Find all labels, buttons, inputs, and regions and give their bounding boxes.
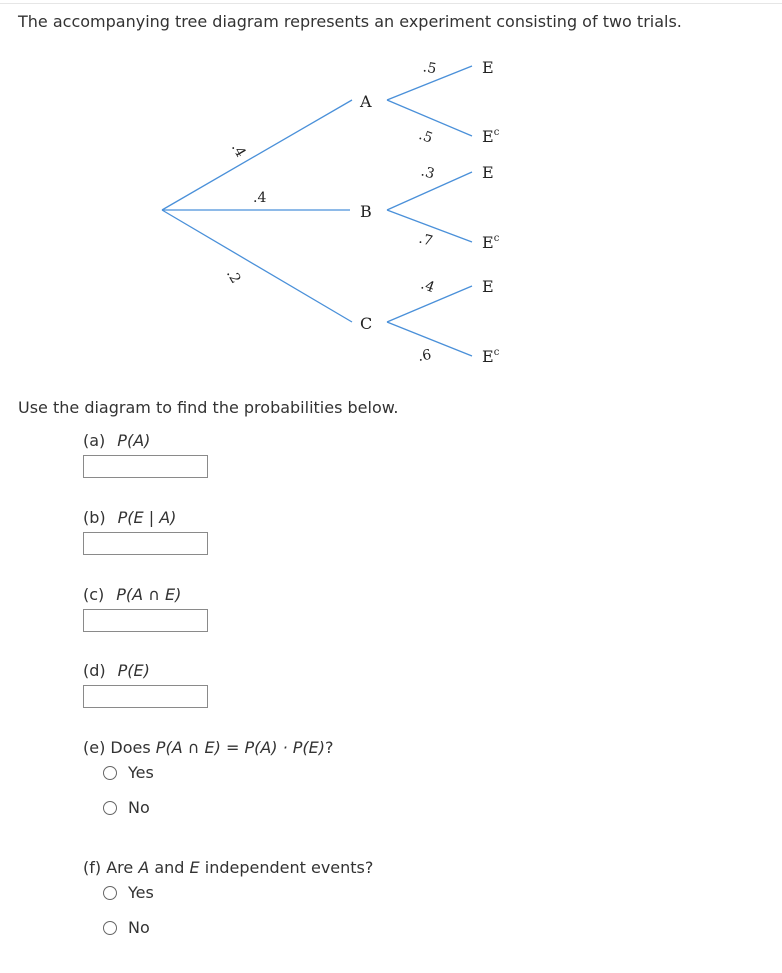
answer-c-input[interactable]	[83, 609, 208, 632]
outcome-c-e: E	[482, 277, 494, 296]
question-a-label	[83, 431, 150, 450]
question-d-number: (d)	[83, 661, 106, 680]
option-label: No	[128, 918, 150, 937]
question-c-expr: P(A ∩ E)	[116, 585, 182, 604]
prob-c-e: .4	[418, 276, 437, 297]
prob-root-c: .2	[223, 266, 244, 287]
option-label: No	[128, 798, 150, 817]
question-f-option-no[interactable]	[103, 918, 150, 937]
radio-f-no[interactable]	[103, 921, 117, 935]
prob-c-ec: .6	[416, 346, 433, 365]
question-b-expr: P(E | A)	[117, 508, 177, 527]
outcome-a-e: E	[482, 58, 494, 77]
prob-a-ec: .5	[416, 127, 435, 147]
question-d-label	[83, 661, 150, 680]
radio-f-yes[interactable]	[103, 886, 117, 900]
prob-b-e: .3	[419, 163, 437, 183]
top-divider	[0, 3, 782, 4]
question-f-label: (f) Are A and E independent events?	[83, 858, 374, 877]
question-b-number: (b)	[83, 508, 106, 527]
option-label: Yes	[128, 763, 154, 782]
question-a-number: (a)	[83, 431, 106, 450]
question-f-option-yes[interactable]	[103, 883, 154, 902]
answer-d-input[interactable]	[83, 685, 208, 708]
prob-root-a: .4	[228, 140, 249, 161]
instruction-text: Use the diagram to find the probabilities below.	[18, 398, 399, 417]
prob-b-ec: .7	[417, 230, 435, 250]
outcome-c-ec: $E^c$	[482, 347, 500, 366]
node-b-label: B	[360, 202, 372, 221]
tree-diagram	[0, 40, 782, 380]
question-c-label	[83, 585, 181, 604]
prob-root-b: .4	[253, 190, 267, 206]
outcome-b-e: E	[482, 163, 494, 182]
radio-e-no[interactable]	[103, 801, 117, 815]
question-e-option-no[interactable]	[103, 798, 150, 817]
question-e-option-yes[interactable]	[103, 763, 154, 782]
node-a-label: A	[360, 92, 372, 111]
question-c-number: (c)	[83, 585, 105, 604]
answer-a-input[interactable]	[83, 455, 208, 478]
intro-text: The accompanying tree diagram represents an experiment consisting of two trials.	[18, 12, 682, 31]
question-e-expr: P(A ∩ E) = P(A) · P(E)	[155, 738, 326, 757]
question-b-label	[83, 508, 176, 527]
question-d-expr: P(E)	[117, 661, 150, 680]
prob-a-e: .5	[421, 59, 438, 78]
node-c-label: C	[360, 314, 373, 333]
answer-b-input[interactable]	[83, 532, 208, 555]
radio-e-yes[interactable]	[103, 766, 117, 780]
question-e-label: (e) Does P(A ∩ E) = P(A) · P(E)?	[83, 738, 334, 757]
question-a-expr: P(A)	[117, 431, 151, 450]
branch-root-c	[162, 210, 352, 322]
option-label: Yes	[128, 883, 154, 902]
outcome-b-ec: $E^c$	[482, 233, 500, 252]
outcome-a-ec: $E^c$	[482, 127, 500, 146]
